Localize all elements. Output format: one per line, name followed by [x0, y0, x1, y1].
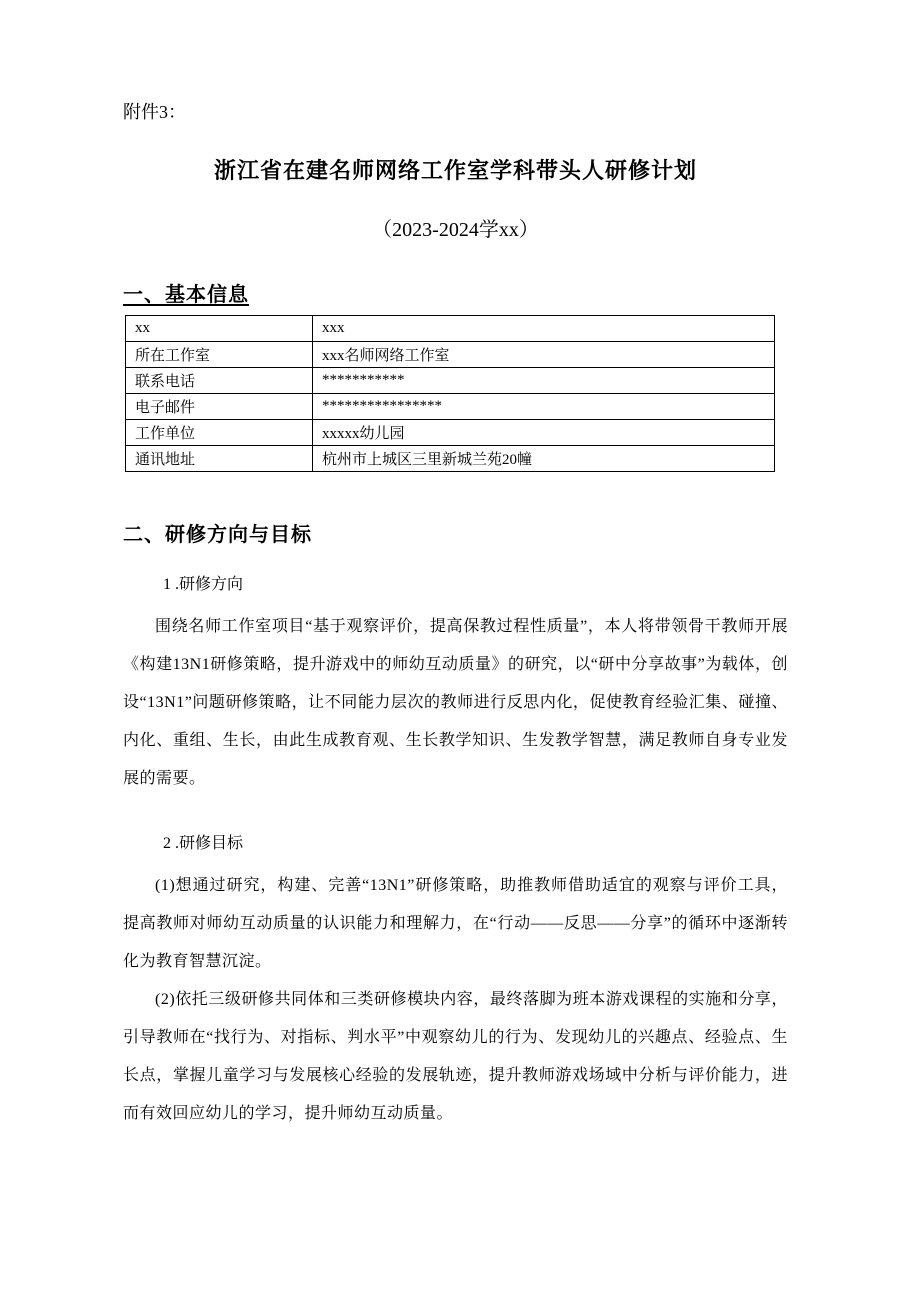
goal-paragraph-1: (1)想通过研究，构建、完善“13N1”研修策略，助推教师借助适宜的观察与评价工具，提高教师对师幼互动质量的认识能力和理解力，在“行动——反思——分享”的循环中逐渐转化为教育智慧沉淀。 [123, 877, 788, 970]
table-row [126, 342, 775, 368]
table-row [126, 446, 775, 472]
info-value-cell: xxxxx幼儿园 [313, 420, 775, 446]
info-label-cell: xx [126, 316, 313, 342]
section2-heading: 二、研修方向与目标 [123, 524, 312, 546]
info-label-cell: 工作单位 [126, 420, 313, 446]
section1-heading-text: 一、基本信息 [123, 284, 249, 306]
info-value-cell: 杭州市上城区三里新城兰苑20幢 [313, 446, 775, 472]
info-value-cell: **************** [313, 394, 775, 420]
goal-paragraph-2: (2)依托三级研修共同体和三类研修模块内容，最终落脚为班本游戏课程的实施和分享，引导教师在“找行为、对指标、判水平”中观察幼儿的行为、发现幼儿的兴趣点、经验点、生长点，掌握儿童学习与发展核心经验的发展轨迹，提升教师游戏场域中分析与评价能力，进而有效回应幼儿的学习，提升师幼互动质量。 [123, 991, 788, 1122]
table-row [126, 420, 775, 446]
table-row [126, 394, 775, 420]
section1-heading [123, 278, 788, 307]
info-label-cell: 电子邮件 [126, 394, 313, 420]
basic-info-table [125, 315, 775, 472]
info-label-cell: 通讯地址 [126, 446, 313, 472]
sub-heading-goals: 2 .研修目标 [163, 835, 244, 852]
info-value-cell: *********** [313, 368, 775, 394]
attachment-label: 附件3： [123, 102, 186, 122]
info-value-cell: xxx [313, 316, 775, 342]
info-label-cell: 联系电话 [126, 368, 313, 394]
info-label-cell: 所在工作室 [126, 342, 313, 368]
sub-heading-direction: 1 .研修方向 [163, 576, 244, 593]
basic-info-table-body [126, 316, 775, 472]
document-title: 浙江省在建名师网络工作室学科带头人研修计划 [213, 158, 697, 183]
table-row [126, 316, 775, 342]
document-subtitle: （2023-2024学xx） [372, 219, 539, 241]
info-value-cell: xxx名师网络工作室 [313, 342, 775, 368]
section2 [123, 518, 788, 1133]
table-row [126, 368, 775, 394]
direction-paragraph: 围绕名师工作室项目“基于观察评价，提高保教过程性质量”，本人将带领骨干教师开展《构建13N1研修策略，提升游戏中的师幼互动质量》的研究，以“研中分享故事”为载体，创设“13N1”问题研修策略，让不同能力层次的教师进行反思内化，促使教育经验汇集、碰撞、内化、重组、生长，由此生成教育观、生长教学知识、生发教学智慧，满足教师自身专业发展的需要。 [123, 618, 788, 787]
